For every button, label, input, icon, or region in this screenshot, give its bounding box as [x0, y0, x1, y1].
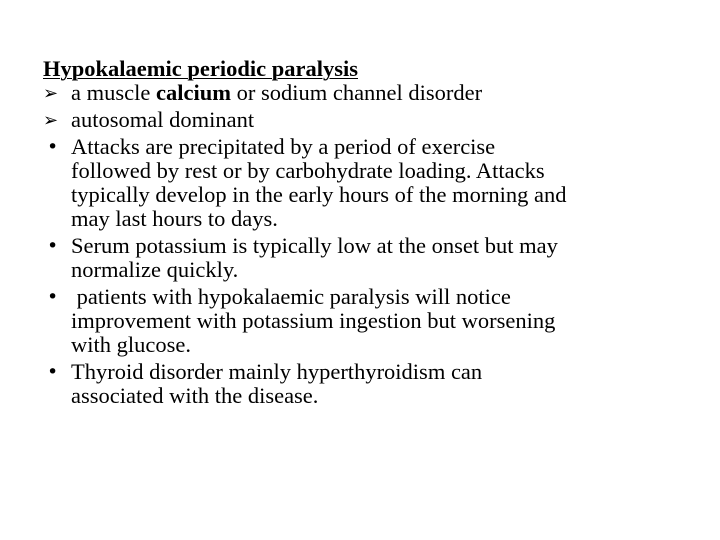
arrow-list-item-2 [43, 108, 683, 132]
text-line: Thyroid disorder mainly hyperthyroidism can [71, 359, 483, 384]
text-line: patients with hypokalaemic paralysis will notice [71, 284, 511, 309]
text-line: with glucose. [71, 332, 191, 357]
arrow-bullet-icon: ➢ [43, 110, 59, 131]
text-line: typically develop in the early hours of the morning and [71, 182, 567, 207]
bullet-list-item-3 [43, 285, 683, 357]
text-segment: a muscle [71, 80, 156, 105]
text-line: Attacks are precipitated by a period of exercise [71, 134, 496, 159]
text-line: associated with the disease. [71, 383, 319, 408]
text-line: Serum potassium is typically low at the onset but may [71, 233, 558, 258]
arrow-list [43, 81, 683, 132]
bullet-list-item-1 [43, 135, 683, 231]
arrow-list-item-1 [43, 81, 683, 105]
text-line: followed by rest or by carbohydrate loading. Attacks [71, 158, 545, 183]
bullet-list-item-2 [43, 234, 683, 282]
bold-text-segment: calcium [155, 80, 231, 105]
arrow-bullet-icon: ➢ [43, 83, 59, 104]
text-line: normalize quickly. [71, 257, 239, 282]
round-bullet-icon: • [47, 286, 59, 308]
text-line: improvement with potassium ingestion but worsening [71, 308, 556, 333]
slide-content [43, 57, 683, 411]
bullet-list-item-4 [43, 360, 683, 408]
round-bullet-icon: • [47, 235, 59, 257]
round-bullet-icon: • [47, 136, 59, 158]
text-segment: or sodium channel disorder [230, 80, 483, 105]
list-item-text [71, 80, 482, 105]
text-line: may last hours to days. [71, 206, 278, 231]
slide-title: Hypokalaemic periodic paralysis [43, 56, 358, 81]
bullet-list [43, 135, 683, 408]
list-item-text: autosomal dominant [71, 107, 255, 132]
round-bullet-icon: • [47, 361, 59, 383]
